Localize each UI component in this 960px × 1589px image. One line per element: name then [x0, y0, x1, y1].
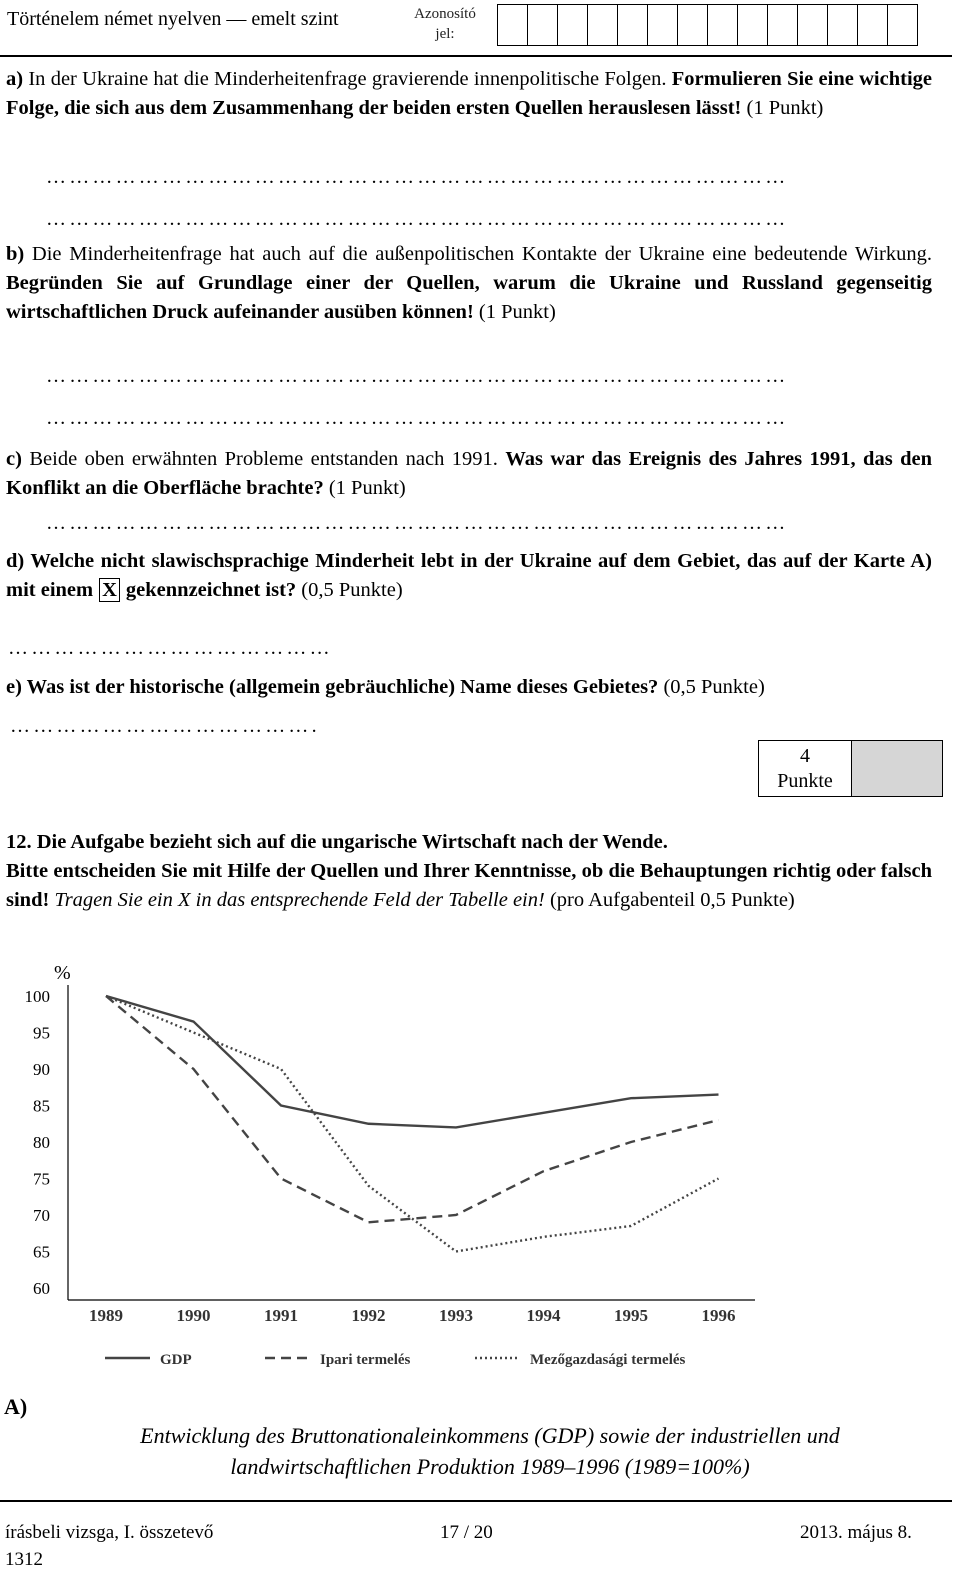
x-tick-label: 1995 — [614, 1306, 648, 1325]
footer-code: 1312 — [5, 1549, 43, 1570]
y-tick-label: 95 — [33, 1023, 50, 1043]
question-d — [6, 547, 932, 605]
id-box[interactable] — [527, 4, 559, 46]
id-box[interactable] — [887, 4, 919, 46]
question-b-label: b) — [6, 243, 25, 265]
score-unit: Punkte — [777, 770, 833, 792]
series-line-2 — [106, 996, 719, 1222]
score-box — [758, 740, 943, 797]
x-tick-label: 1989 — [89, 1306, 123, 1325]
answer-line-c[interactable]: …………………………………………………………………………………… — [46, 512, 789, 534]
x-tick-label: 1994 — [526, 1306, 561, 1325]
legend-label-3: Mezőgazdasági termelés — [530, 1352, 686, 1368]
y-tick-label: 70 — [33, 1206, 50, 1225]
answer-line-b1[interactable]: …………………………………………………………………………………… — [46, 365, 789, 387]
answer-line-b2[interactable]: …………………………………………………………………………………… — [46, 407, 789, 429]
legend-label-1: GDP — [160, 1352, 192, 1368]
figure-label: A) — [4, 1394, 28, 1419]
series-line-1 — [106, 996, 719, 1127]
footer-date: 2013. május 8. — [800, 1522, 912, 1543]
id-box[interactable] — [857, 4, 889, 46]
answer-line-e[interactable]: …………………………………. — [10, 715, 320, 737]
id-box[interactable] — [677, 4, 709, 46]
question-a-points: (1 Punkt) — [741, 97, 824, 119]
question-b-points: (1 Punkt) — [473, 301, 556, 323]
header-title: Történelem német nyelven — emelt szint — [7, 8, 339, 30]
id-box[interactable] — [707, 4, 739, 46]
score-fill-cell[interactable] — [852, 741, 942, 796]
score-label — [759, 741, 852, 796]
question-c-task: Was war das Ereignis des Jahres 1991, das den Konflikt an die Oberfläche brachte? — [6, 448, 932, 499]
y-tick-label: 75 — [33, 1169, 50, 1189]
question-e — [6, 673, 932, 702]
question-b — [6, 240, 932, 327]
y-tick-label: 65 — [33, 1242, 50, 1262]
caption-line-1: Entwicklung des Bruttonationaleinkommens (GDP) sowie der industriellen und — [140, 1423, 840, 1448]
question-a — [6, 65, 932, 123]
id-box[interactable] — [587, 4, 619, 46]
id-box[interactable] — [617, 4, 649, 46]
score-value: 4 — [800, 745, 810, 767]
question-c-label: c) — [6, 448, 22, 470]
header-divider — [0, 55, 952, 57]
question-a-task: Formulieren Sie eine wichtige Folge, die sich aus dem Zusammenhang der beiden ersten Quellen herauslesen lässt! — [6, 68, 932, 119]
id-label: Azonosító jel: — [414, 6, 476, 42]
x-tick-label: 1991 — [264, 1306, 298, 1325]
chart — [10, 955, 950, 1375]
id-box[interactable] — [497, 4, 529, 46]
id-box[interactable] — [827, 4, 859, 46]
figure-caption — [60, 1420, 920, 1482]
footer-divider — [0, 1500, 952, 1502]
series-line-3 — [106, 996, 719, 1252]
x-tick-label: 1996 — [701, 1306, 736, 1325]
id-box[interactable] — [737, 4, 769, 46]
y-axis-label: % — [54, 962, 71, 984]
task-12-note: Tragen Sie ein X in das entsprechende Feld der Tabelle ein! — [49, 889, 545, 911]
id-box[interactable] — [557, 4, 589, 46]
question-d-task: d) Welche nicht slawischsprachige Minderheit lebt in der Ukraine auf dem Gebiet, das auf der Karte A) mit einem — [6, 550, 932, 601]
question-a-text: In der Ukraine hat die Minderheitenfrage gravierende innenpolitische Folgen. — [23, 68, 672, 90]
task-12-title: 12. Die Aufgabe bezieht sich auf die ungarische Wirtschaft nach der Wende. — [6, 831, 668, 853]
footer-left: írásbeli vizsga, I. összetevő — [5, 1522, 214, 1543]
question-c — [6, 445, 932, 503]
caption-line-2: landwirtschaftlichen Produktion 1989–1996 (1989=100%) — [230, 1454, 750, 1479]
answer-line-a2[interactable]: …………………………………………………………………………………… — [46, 208, 789, 230]
chart-svg — [10, 955, 950, 1375]
id-box[interactable] — [797, 4, 829, 46]
footer-page: 17 / 20 — [440, 1522, 493, 1543]
id-box[interactable] — [767, 4, 799, 46]
map-mark-x: X — [99, 578, 120, 602]
legend-label-2: Ipari termelés — [320, 1352, 411, 1368]
question-d-task-end: gekennzeichnet ist? — [125, 579, 297, 601]
y-tick-label: 85 — [33, 1096, 50, 1116]
question-e-task: e) Was ist der historische (allgemein gebräuchliche) Name dieses Gebietes? — [6, 676, 659, 698]
question-a-label: a) — [6, 68, 24, 90]
x-tick-label: 1992 — [351, 1306, 386, 1325]
question-c-points: (1 Punkt) — [323, 477, 406, 499]
x-tick-label: 1990 — [176, 1306, 211, 1325]
question-e-points: (0,5 Punkte) — [658, 676, 765, 698]
task-12-points: (pro Aufgabenteil 0,5 Punkte) — [544, 889, 795, 911]
task-12 — [6, 828, 932, 915]
x-tick-label: 1993 — [439, 1306, 473, 1325]
id-boxes — [498, 4, 918, 46]
y-tick-label: 80 — [33, 1133, 50, 1152]
question-b-task: Begründen Sie auf Grundlage einer der Quellen, warum die Ukraine und Russland gegenseitig wirtschaftlichen Druck aufeinander ausüben können! — [6, 272, 932, 323]
question-d-points: (0,5 Punkte) — [296, 579, 403, 601]
y-tick-label: 100 — [24, 987, 50, 1006]
question-c-text: Beide oben erwähnten Probleme entstanden nach 1991. — [21, 448, 506, 470]
y-tick-label: 90 — [33, 1060, 50, 1079]
id-box[interactable] — [647, 4, 679, 46]
question-b-text: Die Minderheitenfrage hat auch auf die außenpolitischen Kontakte der Ukraine eine bedeutende Wirkung. — [24, 243, 932, 265]
answer-line-d[interactable]: …………………………………… — [8, 637, 333, 659]
task-12-instruction: Bitte entscheiden Sie mit Hilfe der Quellen und Ihrer Kenntnisse, ob die Behauptungen richtig oder falsch sind! — [6, 860, 932, 911]
answer-line-a1[interactable]: …………………………………………………………………………………… — [46, 166, 789, 188]
y-tick-label: 60 — [33, 1279, 50, 1298]
